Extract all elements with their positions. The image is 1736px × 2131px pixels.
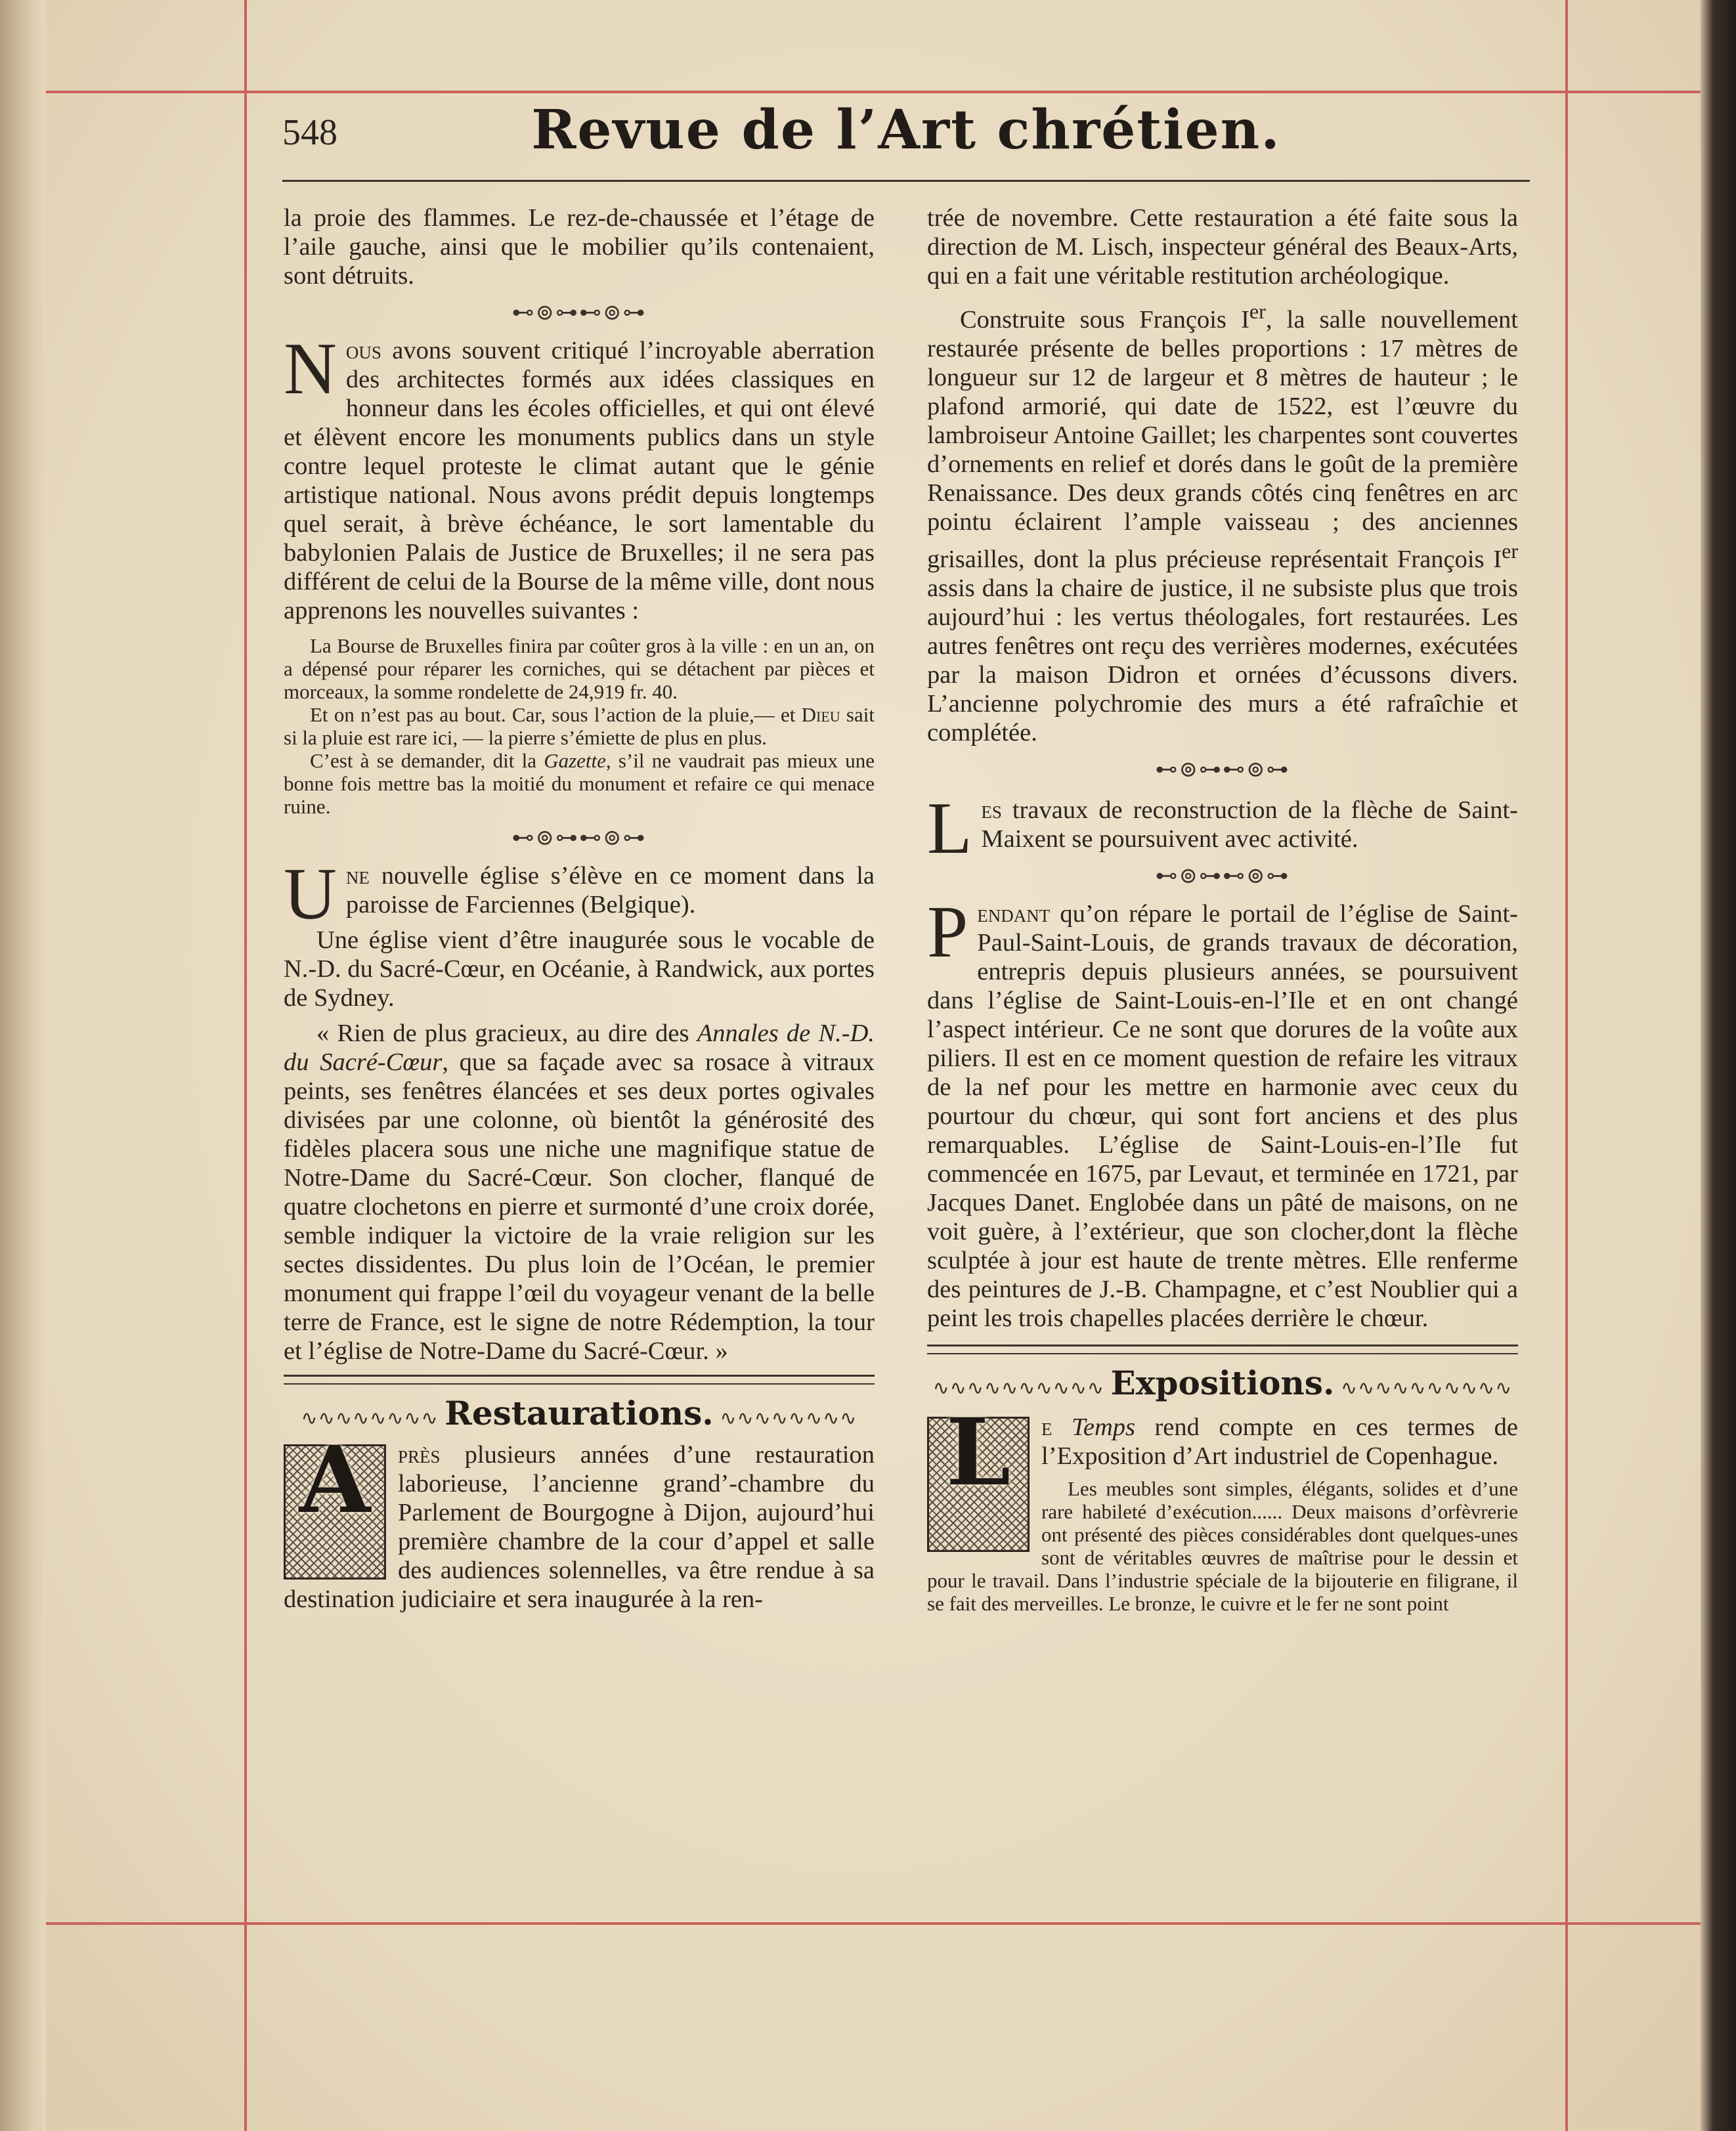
header-rule [282, 180, 1530, 182]
drop-cap: N [284, 328, 337, 410]
book-spine [1701, 0, 1736, 2131]
frame-rule-left [244, 0, 247, 2131]
illuminated-initial: L [927, 1417, 1030, 1552]
drop-cap: U [284, 853, 337, 935]
paragraph: Pendant qu’on répare le portail de l’église de Saint-Paul-Saint-Louis, de grands travaux de décoration, entrepris depuis plusieurs années, se poursuivent dans l’église de Saint-Louis-en-l’Ile et en ont changé l’aspect intérieur. Ce ne sont que dorures de la voûte aux piliers. Il est en ce moment question de refaire les vitraux de la nef pour les mettre en harmonie avec ceux du pourtour du chœur, qui sont fort anciens et des plus remarquables. L’église de Saint-Louis-en-l’Ile fut commencée en 1675, par Levaut, et terminée en 1721, par Jacques Danet. Englobée dans un pâté de maisons, on ne voit guère, à l’extérieur, que son clocher,dont la flèche sculptée à jour est haute de trente mètres. Elle renferme des peintures de J.-B. Champagne, et c’est Noublier qui a peint les trois chapelles placées derrière le chœur. [927, 891, 1518, 1332]
ornament-divider: ⊷⊚⊶⊷⊚⊶ [511, 826, 647, 850]
paragraph: Une nouvelle église s’élève en ce moment dans la paroisse de Farciennes (Belgique). [284, 853, 875, 935]
section-title: Expositions. [1110, 1363, 1335, 1402]
frame-rule-top [46, 91, 1701, 93]
double-rule [284, 1375, 875, 1385]
drop-cap: P [927, 891, 968, 973]
double-rule [927, 1345, 1518, 1354]
right-column [927, 204, 1518, 1891]
running-title: Revue de l’Art chrétien. [531, 98, 1281, 161]
paragraph: Les travaux de reconstruction de la flèche de Saint-Maixent se poursuivent avec activité. [927, 787, 1518, 869]
quote-paragraph: La Bourse de Bruxelles finira par coûter gros à la ville : en un an, on a dépensé pour réparer les corniches, qui se détachent par pièces et morceaux, la somme rondelette de 24,919 fr. 40. [284, 634, 875, 703]
paragraph: Une église vient d’être inaugurée sous le vocable de N.-D. du Sacré-Cœur, en Océanie, à Randwick, aux portes de Sydney. [284, 926, 875, 1012]
paragraph-text: avons souvent critiqué l’incroyable aberration des architectes formés aux idées classiques en honneur dans les écoles officielles, et qui ont élevé et élèvent encore les monuments publics dans un style contre lequel proteste le climat autant que le génie artistique national. Nous avons prédit depuis longtemps quel serait, à brève échéance, le sort lamentable du babylonien Palais de Justice de Bruxelles; il ne sera pas différent de celui de la Bourse de la même ville, dont nous apprenons les nouvelles suivantes : [284, 337, 875, 624]
squiggle-ornament: ∿∿∿∿∿∿∿∿ [301, 1408, 439, 1430]
quote-paragraph: Les meubles sont simples, élégants, solides et d’une rare habileté d’exécution...... Deux maisons d’orfèvrerie ont présenté des pièces considérables dont quelques-unes sont de véritables œuvres de maîtrise pour le dessin et pour le travail. Dans l’industrie spéciale de la bijouterie en filigrane, il se fait des merveilles. Le bronze, le cuivre et le fer ne sont point [927, 1476, 1518, 1615]
squiggle-ornament: ∿∿∿∿∿∿∿∿∿∿ [1340, 1377, 1513, 1399]
paragraph: trée de novembre. Cette restauration a été faite sous la direction de M. Lisch, inspecteur général des Beaux-Arts, qui en a fait une véritable restitution archéologique. [927, 204, 1518, 290]
quote-paragraph: C’est à se demander, dit la Gazette, s’il ne vaudrait pas mieux une bonne fois mettre bas la moitié du monument et refaire ce qui menace ruine. [284, 749, 875, 818]
quotation-block [284, 634, 875, 818]
squiggle-ornament: ∿∿∿∿∿∿∿∿ [720, 1408, 857, 1430]
frame-rule-right [1565, 0, 1568, 2131]
squiggle-ornament: ∿∿∿∿∿∿∿∿∿∿ [932, 1377, 1104, 1399]
ornament-divider: ⊷⊚⊶⊷⊚⊶ [1155, 863, 1290, 888]
ornament-divider: ⊷⊚⊶⊷⊚⊶ [1155, 757, 1290, 782]
illuminated-initial: A [284, 1444, 386, 1580]
page-stack-edge [0, 0, 46, 2131]
paragraph: Construite sous François Ier, la salle nouvellement restaurée présente de belles proportions : 17 mètres de longueur sur 12 de largeur et 8 mètres de hauteur ; le plafond armorié, qui date de 1522, est l’œuvre du lambroiseur Antoine Gaillet; les charpentes sont couvertes d’ornements en relief et dorés dans le goût de la première Renaissance. Des deux grands côtés cinq fenêtres en arc pointu éclairent l’ample vaisseau ; des anciennes grisailles, dont la plus précieuse représentait François Ier assis dans la chaire de justice, il ne subsiste plus que trois aujourd’hui : les vertus théologales, fort restaurées. Les autres fenêtres ont reçu des verrières modernes, exécutées par la maison Didron et ornées d’écussons divers. L’ancienne polychromie des murs a été rafraîchie et complétée. [927, 299, 1518, 746]
page-header [282, 98, 1530, 171]
page-number: 548 [282, 112, 337, 153]
paragraph [284, 328, 875, 625]
quote-paragraph: Et on n’est pas au bout. Car, sous l’action de la pluie,— et Dieu sait si la pluie est rare ici, — la pierre s’émiette de plus en plus. [284, 703, 875, 749]
left-column [284, 204, 875, 1891]
paragraph: L e Temps rend compte en ces termes de l’Exposition d’Art industriel de Copenhague. [927, 1413, 1518, 1471]
section-heading-restaurations [284, 1375, 875, 1434]
section-heading-expositions [927, 1345, 1518, 1404]
paragraph: A près plusieurs années d’une restauration laborieuse, l’ancienne grand’-chambre du Parlement de Bourgogne à Dijon, aujourd’hui première chambre de la cour d’appel et salle des audiences solennelles, va être rendue à sa destination judiciaire et sera inaugurée à la ren- [284, 1427, 875, 1613]
paragraph: « Rien de plus gracieux, au dire des Annales de N.-D. du Sacré-Cœur, que sa façade avec sa rosace à vitraux peints, ses fenêtres élancées et ses deux portes ogivales divisées par une colonne, où bientôt la générosité des fidèles placera sous une niche une magnifique statue de Notre-Dame du Sacré-Cœur. Son clocher, flanqué de quatre clochetons en pierre et surmonté d’une croix dorée, semble indiquer la victoire de la vraie religion sur les sectes dissidentes. Du plus loin de l’Océan, le premier monument qui frappe l’œil du voyageur venant de la belle terre de France, est le signe de notre Rédemption, la tour et l’église de Notre-Dame du Sacré-Cœur. » [284, 1020, 875, 1365]
drop-cap: L [927, 787, 972, 869]
frame-rule-bottom [46, 1922, 1701, 1925]
paragraph: la proie des flammes. Le rez-de-chaussée et l’étage de l’aile gauche, ainsi que le mobilier qu’ils contenaient, sont détruits. [284, 204, 875, 290]
small-caps-text: ous [345, 337, 381, 364]
section-title: Restaurations. [445, 1394, 714, 1432]
ornament-divider: ⊷⊚⊶⊷⊚⊶ [511, 301, 647, 325]
